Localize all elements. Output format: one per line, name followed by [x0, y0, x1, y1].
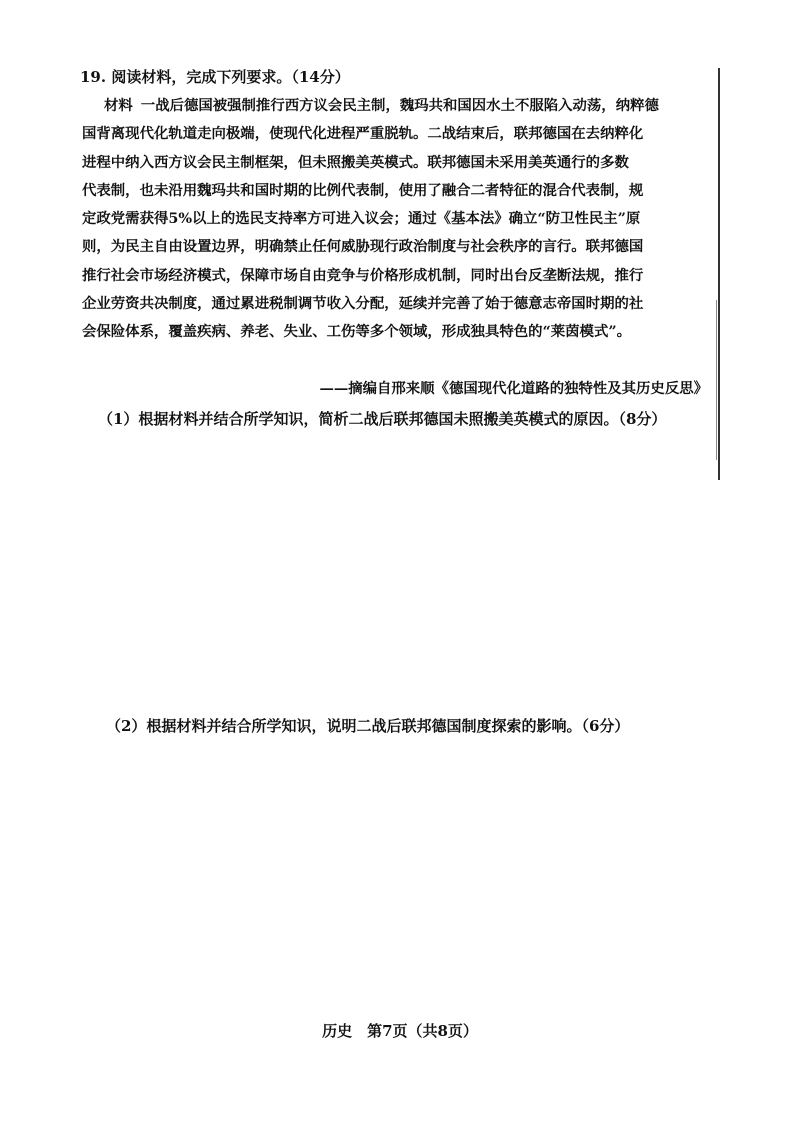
material-passage [82, 94, 712, 349]
material-line: 定政党需获得5%以上的选民支持率方可进入议会；通过《基本法》确立“防卫性民主”原 [82, 210, 641, 228]
material-label: 材料 [104, 97, 133, 114]
binding-edge-line [718, 68, 720, 480]
question-heading: 19. 阅读材料，完成下列要求。（14分） [80, 68, 350, 86]
material-line: 则，为民主自由设置边界，明确禁止任何威胁现行政治制度与社会秩序的言行。联邦德国 [82, 238, 644, 256]
material-line: 进程中纳入西方议会民主制框架，但未照搬美英模式。联邦德国未采用美英通行的多数 [82, 153, 629, 171]
material-line: 会保险体系，覆盖疾病、养老、失业、工伤等多个领域，形成独具特色的“莱茵模式”。 [82, 323, 632, 341]
sub-question-1: （1）根据材料并结合所学知识，简析二战后联邦德国未照搬美英模式的原因。（8分） [98, 410, 667, 428]
binding-edge-line-faint [716, 300, 717, 460]
sub-question-2: （2）根据材料并结合所学知识，说明二战后联邦德国制度探索的影响。（6分） [106, 717, 630, 735]
material-line: 代表制，也未沿用魏玛共和国时期的比例代表制，使用了融合二者特征的混合代表制，规 [82, 181, 644, 199]
material-source: ——摘编自邢来顺《德国现代化道路的独特性及其历史反思》 [319, 380, 708, 397]
page-footer: 历史 第7页（共8页） [322, 1022, 478, 1040]
material-line: 国背离现代化轨道走向极端，使现代化进程严重脱轨。二战结束后，联邦德国在去纳粹化 [82, 125, 644, 143]
material-line: 企业劳资共决制度，通过累进税制调节收入分配，延续并完善了始于德意志帝国时期的社 [82, 295, 644, 313]
material-line: 材料 一战后德国被强制推行西方议会民主制，魏玛共和国因水土不服陷入动荡，纳粹德 [104, 97, 659, 114]
material-line: 推行社会市场经济模式，保障市场自由竞争与价格形成机制，同时出台反垄断法规，推行 [82, 266, 644, 284]
